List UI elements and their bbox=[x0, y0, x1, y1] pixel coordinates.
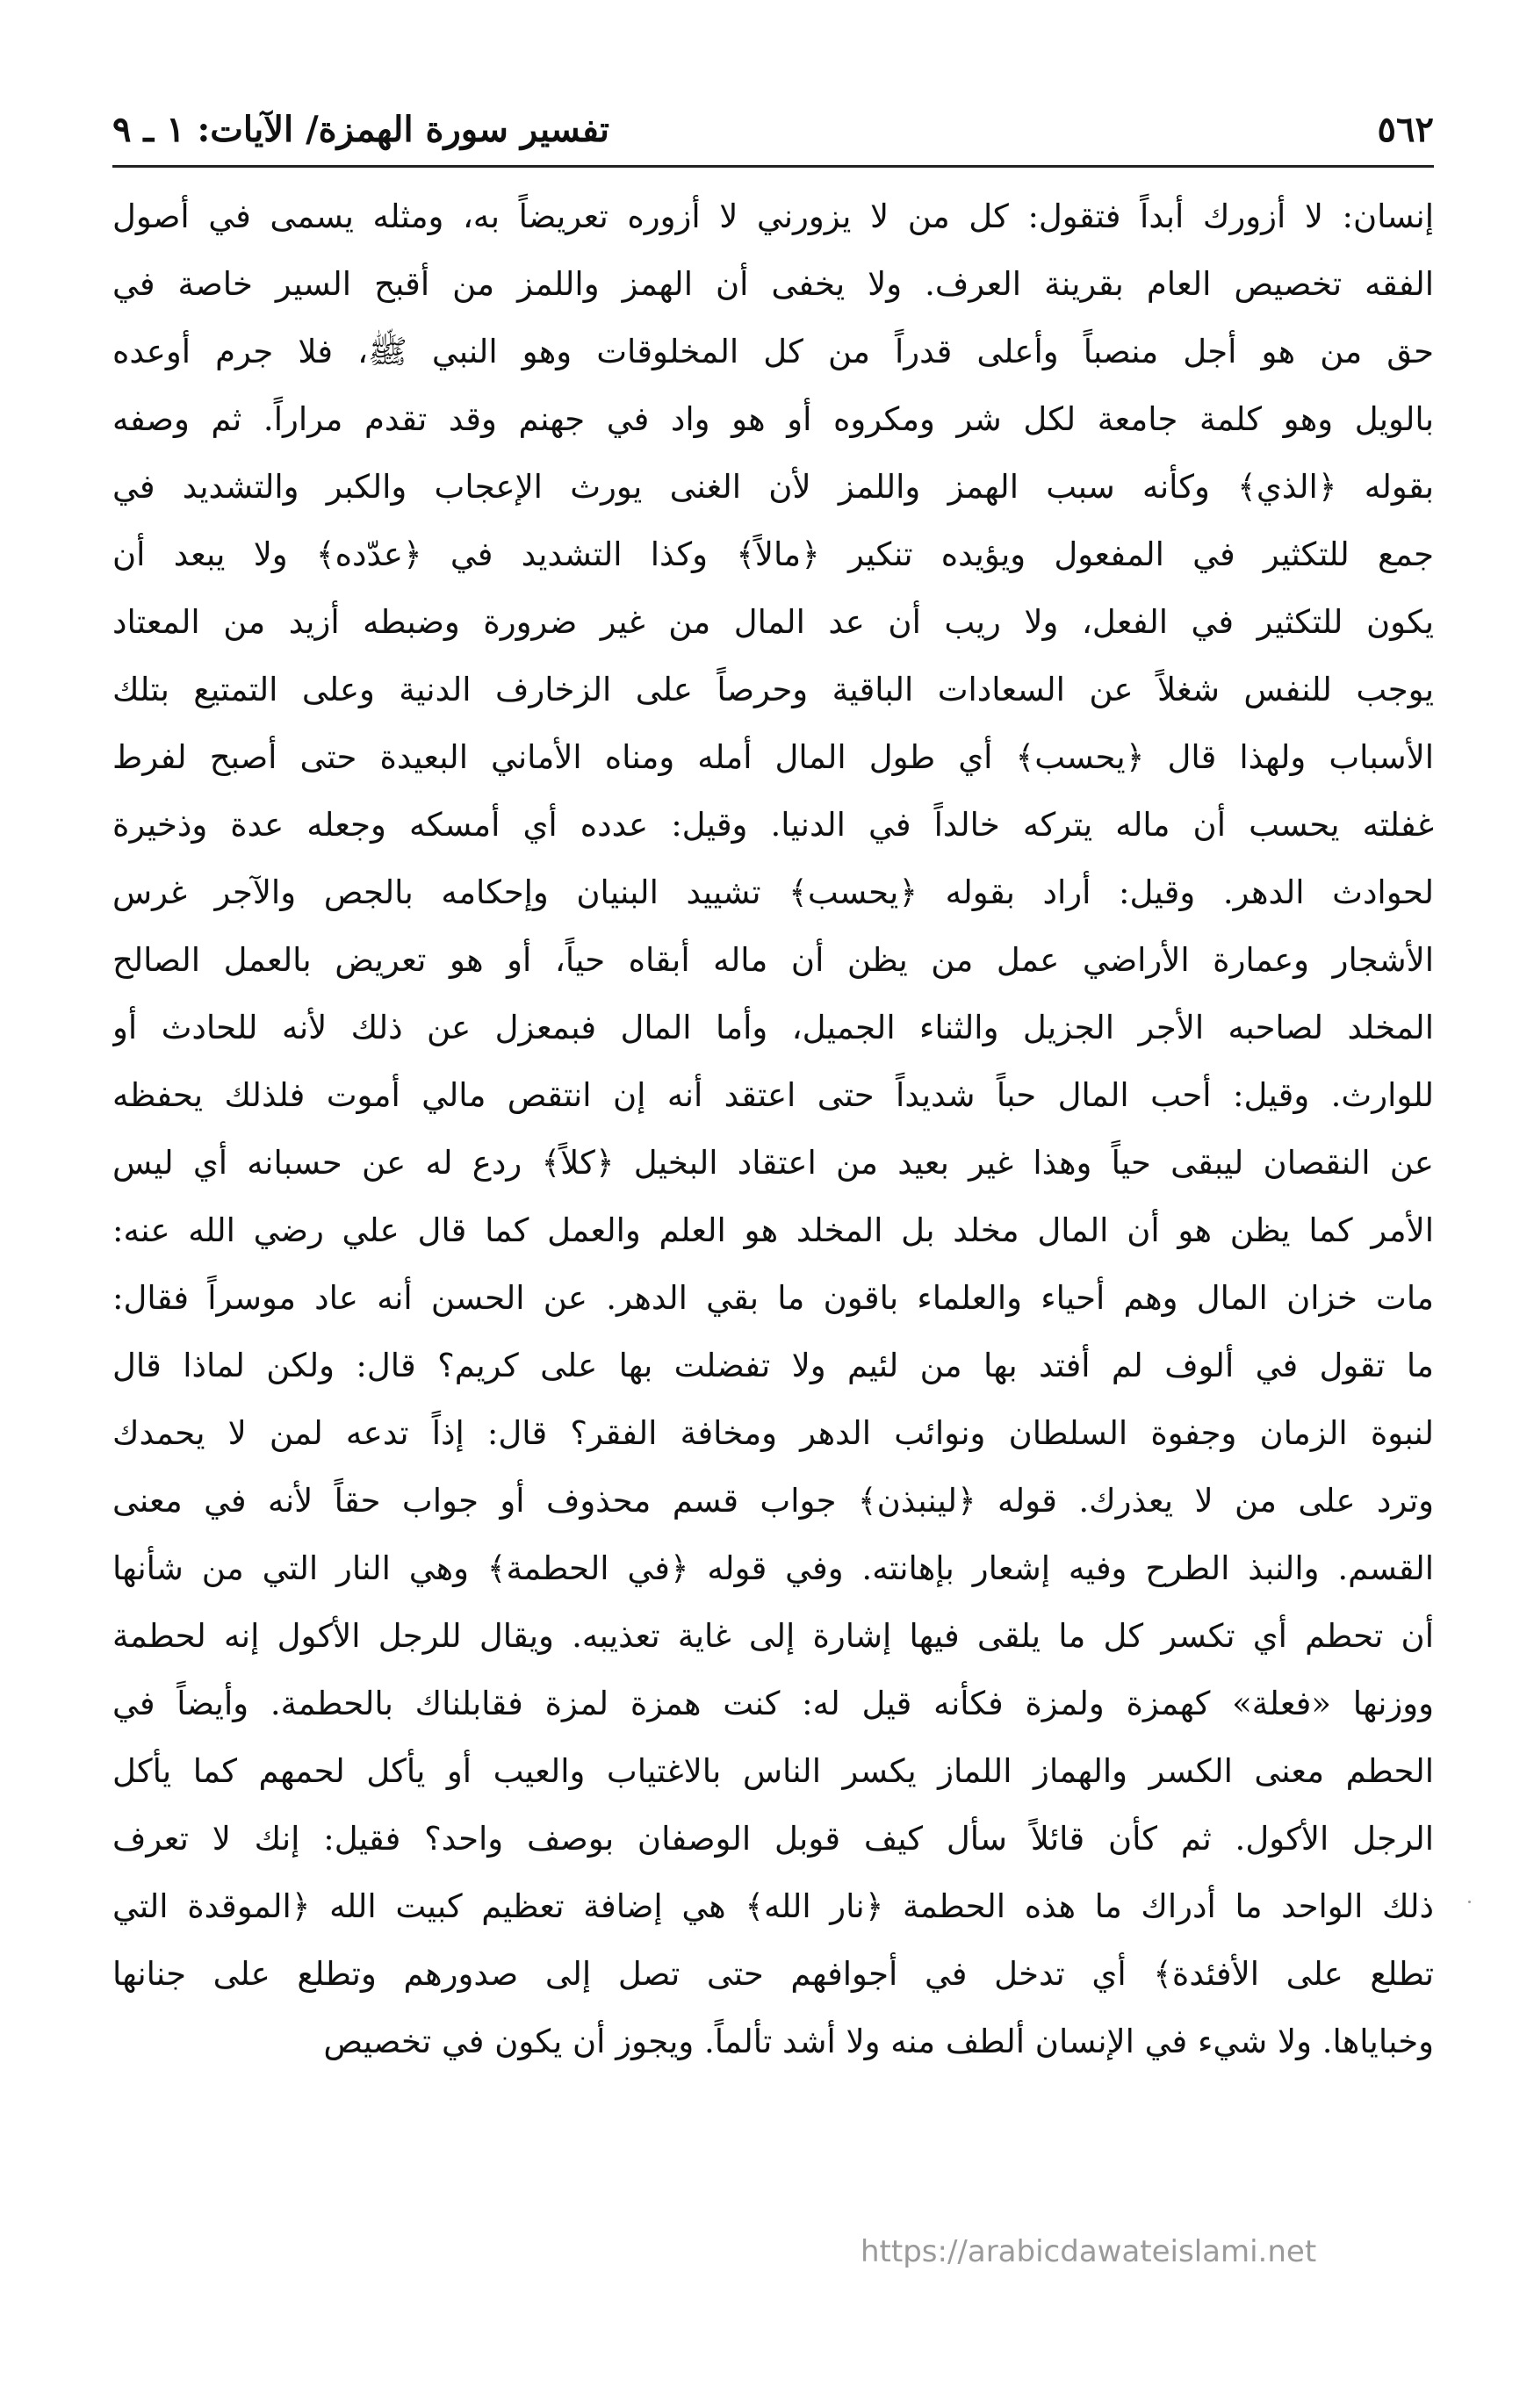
text-line: بقوله ﴿الذي﴾ وكأنه سبب الهمز واللمز لأن الغنى يورث الإعجاب والكبر والتشديد في bbox=[112, 468, 1434, 506]
page-number: ٥٦٢ bbox=[1377, 108, 1434, 150]
text-line: للوارث. وقيل: أحب المال حباً شديداً حتى اعتقد أنه إن انتقص مالي أموت فلذلك يحفظه bbox=[112, 1076, 1434, 1114]
text-line: القسم. والنبذ الطرح وفيه إشعار بإهانته. وفي قوله ﴿في الحطمة﴾ وهي النار التي من شأنها bbox=[112, 1549, 1434, 1587]
watermark-url: https://arabicdawateislami.net bbox=[861, 2234, 1317, 2269]
text-line: الأشجار وعمارة الأراضي عمل من يظن أن ماله أبقاه حياً، أو هو تعريض بالعمل الصالح bbox=[112, 941, 1434, 979]
page-header bbox=[112, 104, 1434, 155]
text-line: إنسان: لا أزورك أبداً فتقول: كل من لا يزورني لا أزوره تعريضاً به، ومثله يسمى في أصول bbox=[112, 198, 1434, 235]
text-line: الحطم معنى الكسر والهماز اللماز يكسر الناس بالاغتياب والعيب أو يأكل لحمهم كما يأكل bbox=[112, 1752, 1434, 1790]
text-line: بالويل وهو كلمة جامعة لكل شر ومكروه أو هو واد في جهنم وقد تقدم مراراً. ثم وصفه bbox=[112, 400, 1434, 438]
text-line: الأسباب ولهذا قال ﴿يحسب﴾ أي طول المال أمله ومناه الأماني البعيدة حتى أصبح لفرط bbox=[112, 738, 1434, 776]
text-line: المخلد لصاحبه الأجر الجزيل والثناء الجميل، وأما المال فبمعزل عن ذلك لأنه للحادث أو bbox=[112, 1009, 1434, 1046]
text-line: الأمر كما يظن هو أن المال مخلد بل المخلد هو العلم والعمل كما قال علي رضي الله عنه: bbox=[112, 1211, 1434, 1249]
text-line: غفلته يحسب أن ماله يتركه خالداً في الدنيا. وقيل: عدده أي أمسكه وجعله عدة وذخيرة bbox=[112, 806, 1434, 844]
text-line: يكون للتكثير في الفعل، ولا ريب أن عد المال من غير ضرورة وضبطه أزيد من المعتاد bbox=[112, 603, 1434, 641]
text-line: عن النقصان ليبقى حياً وهذا غير بعيد من اعتقاد البخيل ﴿كلاً﴾ ردع له عن حسبانه أي ليس bbox=[112, 1144, 1434, 1182]
text-line: حق من هو أجل منصباً وأعلى قدراً من كل المخلوقات وهو النبي ﷺ، فلا جرم أوعده bbox=[112, 333, 1434, 370]
text-line: الفقه تخصيص العام بقرينة العرف. ولا يخفى أن الهمز واللمز من أقبح السير خاصة في bbox=[112, 265, 1434, 303]
text-line: تطلع على الأفئدة﴾ أي تدخل في أجوافهم حتى تصل إلى صدورهم وتطلع على جنانها bbox=[112, 1955, 1434, 1993]
text-line: جمع للتكثير في المفعول ويؤيده تنكير ﴿مالاً﴾ وكذا التشديد في ﴿عدّده﴾ ولا يبعد أن bbox=[112, 536, 1434, 573]
text-line: الرجل الأكول. ثم كأن قائلاً سأل كيف قوبل الوصفان بوصف واحد؟ فقيل: إنك لا تعرف bbox=[112, 1820, 1434, 1858]
text-line: لنبوة الزمان وجفوة السلطان ونوائب الدهر ومخافة الفقر؟ قال: إذاً تدعه لمن لا يحمدك bbox=[112, 1414, 1434, 1452]
scan-speck bbox=[1468, 1901, 1471, 1903]
text-line: ذلك الواحد ما أدراك ما هذه الحطمة ﴿نار الله﴾ هي إضافة تعظيم كبيت الله ﴿الموقدة التي bbox=[112, 1887, 1434, 1925]
text-line: ما تقول في ألوف لم أفتد بها من لئيم ولا تفضلت بها على كريم؟ قال: ولكن لماذا قال bbox=[112, 1347, 1434, 1384]
text-line: مات خزان المال وهم أحياء والعلماء باقون ما بقي الدهر. عن الحسن أنه عاد موسراً فقال: bbox=[112, 1279, 1434, 1317]
running-title: تفسير سورة الهمزة/ الآيات: ١ ـ ٩ bbox=[112, 108, 610, 150]
text-line: ووزنها «فعلة» كهمزة ولمزة فكأنه قيل له: كنت همزة لمزة فقابلناك بالحطمة. وأيضاً في bbox=[112, 1685, 1434, 1722]
header-rule bbox=[112, 165, 1434, 168]
body-text bbox=[112, 183, 1434, 2075]
text-line: لحوادث الدهر. وقيل: أراد بقوله ﴿يحسب﴾ تشييد البنيان وإحكامه بالجص والآجر غرس bbox=[112, 873, 1434, 911]
text-line: وخباياها. ولا شيء في الإنسان ألطف منه ولا أشد تألماً. ويجوز أن يكون في تخصيص bbox=[323, 2023, 1434, 2060]
text-line: أن تحطم أي تكسر كل ما يلقى فيها إشارة إلى غاية تعذيبه. ويقال للرجل الأكول إنه لحطمة bbox=[112, 1617, 1434, 1655]
text-line: وترد على من لا يعذرك. قوله ﴿لينبذن﴾ جواب قسم محذوف أو جواب حقاً لأنه في معنى bbox=[112, 1482, 1434, 1520]
text-line: يوجب للنفس شغلاً عن السعادات الباقية وحرصاً على الزخارف الدنية وعلى التمتيع بتلك bbox=[112, 671, 1434, 708]
